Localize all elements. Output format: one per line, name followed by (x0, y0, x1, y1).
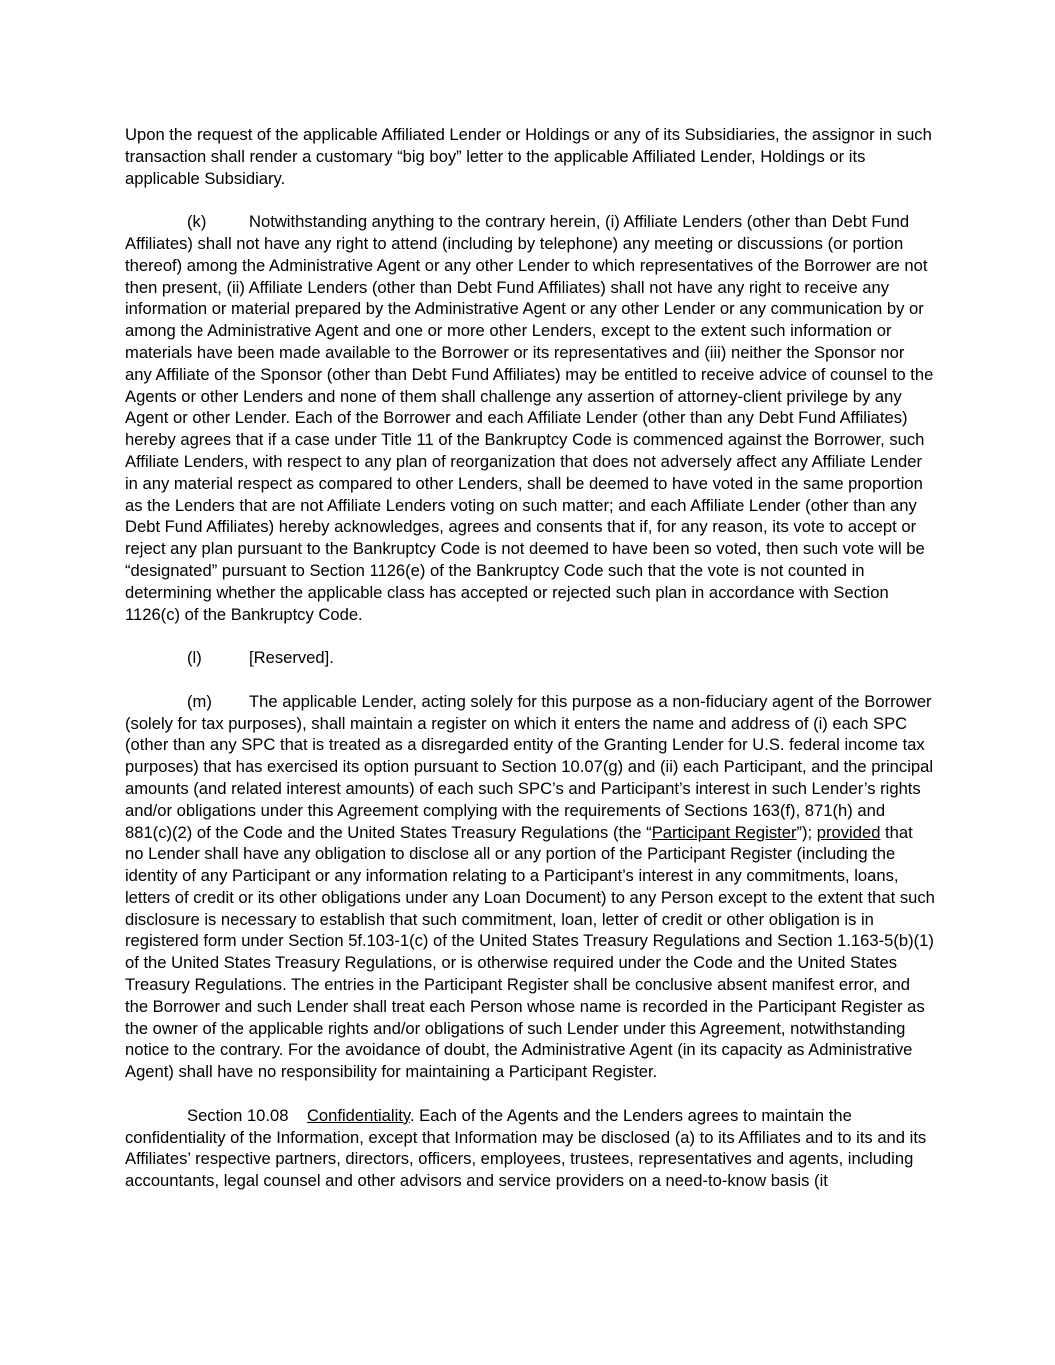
clause-text-m-part-b: ”); (796, 822, 817, 842)
paragraph-m (125, 691, 935, 1083)
section-number: Section 10.08 (187, 1105, 289, 1125)
section-heading-confidentiality: Confidentiality (306, 1105, 410, 1125)
paragraph-k (125, 211, 935, 625)
paragraph-section-10-08 (125, 1105, 935, 1192)
clause-text-k: Notwithstanding anything to the contrary herein, (i) Affiliate Lenders (other than Debt Fund Affiliates) shall not have any right to attend (including by telephone) any meeting or discussions (or portion thereof) among the Administrative Agent or any other Lender to which representatives of the Borrower are not then present, (ii) Affiliate Lenders (other than Debt Fund Affiliates) shall not have any right to receive any information or material prepared by the Administrative Agent or any other Lender or any communication by or among the Administrative Agent and one or more other Lenders, except to the extent such information or materials have been made available to the Borrower or its representatives and (iii) neither the Sponsor nor any Affiliate of the Sponsor (other than Debt Fund Affiliates) may be entitled to receive advice of counsel to the Agents or other Lenders and none of them shall challenge any assertion of attorney-client privilege by any Agent or other Lender. Each of the Borrower and each Affiliate Lender (other than any Debt Fund Affiliates) hereby agrees that if a case under Title 11 of the Bankruptcy Code is commenced against the Borrower, such Affiliate Lenders, with respect to any plan of reorganization that does not adversely affect any Affiliate Lender in any material respect as compared to other Lenders, shall be deemed to have voted in the same proportion as the Lenders that are not Affiliate Lenders voting on such matter; and each Affiliate Lender (other than any Debt Fund Affiliates) hereby acknowledges, agrees and consents that if, for any reason, its vote to accept or reject any plan pursuant to the Bankruptcy Code is not deemed to have been so voted, then such vote will be “designated” pursuant to Section 1126(e) of the Bankruptcy Code such that the vote is not counted in determining whether the applicable class has accepted or rejected such plan in accordance with Section 1126(c) of the Bankruptcy Code. (125, 212, 934, 624)
clause-number-m: (m) (187, 691, 212, 711)
paragraph-intro-text: Upon the request of the applicable Affiliated Lender or Holdings or any of its Subsidiaries, the assignor in such transaction shall render a customary “big boy” letter to the applicable Affiliated Lender, Holdings or its applicable Subsidiary. (125, 125, 932, 188)
paragraph-intro (125, 124, 935, 189)
paragraph-l (125, 647, 935, 669)
clause-text-m-part-c: that no Lender shall have any obligation to disclose all or any portion of the Participant Register (including the identity of any Participant or any information relating to a Participant’s interest in any commitments, loans, letters of credit or its other obligations under any Loan Document) to any Person except to the extent that such disclosure is necessary to establish that such commitment, loan, letter of credit or other obligation is in registered form under Section 5f.103-1(c) of the United States Treasury Regulations and Section 1.163-5(b)(1) of the United States Treasury Regulations, or is otherwise required under the Code and the United States Treasury Regulations. The entries in the Participant Register shall be conclusive absent manifest error, and the Borrower and such Lender shall treat each Person whose name is recorded in the Participant Register as the owner of the applicable rights and/or obligations of such Lender under this Agreement, notwithstanding notice to the contrary. For the avoidance of doubt, the Administrative Agent (in its capacity as Administrative Agent) shall have no responsibility for maintaining a Participant Register. (125, 822, 935, 1082)
clause-number-l: (l) (187, 648, 202, 668)
document-body (125, 124, 935, 1214)
clause-text-l: [Reserved]. (249, 648, 334, 668)
section-text: . Each of the Agents and the Lenders agrees to maintain the confidentiality of the Information, except that Information may be disclosed (a) to its Affiliates and to its and its Affiliates’ respective partners, directors, officers, employees, trustees, representatives and agents, including accountants, legal counsel and other advisors and service providers on a need-to-know basis (it (125, 1105, 927, 1191)
clause-number-k: (k) (187, 212, 207, 232)
provided-term: provided (816, 822, 881, 842)
defined-term-participant-register: Participant Register (651, 822, 797, 842)
clause-text-m-part-a: The applicable Lender, acting solely for this purpose as a non-fiduciary agent of the Borrower (solely for tax purposes), shall maintain a register on which it enters the name and address of (i) each SPC (other than any SPC that is treated as a disregarded entity of the Granting Lender for U.S. federal income tax purposes) that has exercised its option pursuant to Section 10.07(g) and (ii) each Participant, and the principal amounts (and related interest amounts) of each such SPC’s and Participant’s interest in such Lender’s rights and/or obligations under this Agreement complying with the requirements of Sections 163(f), 871(h) and 881(c)(2) of the Code and the United States Treasury Regulations (the “ (125, 691, 934, 842)
